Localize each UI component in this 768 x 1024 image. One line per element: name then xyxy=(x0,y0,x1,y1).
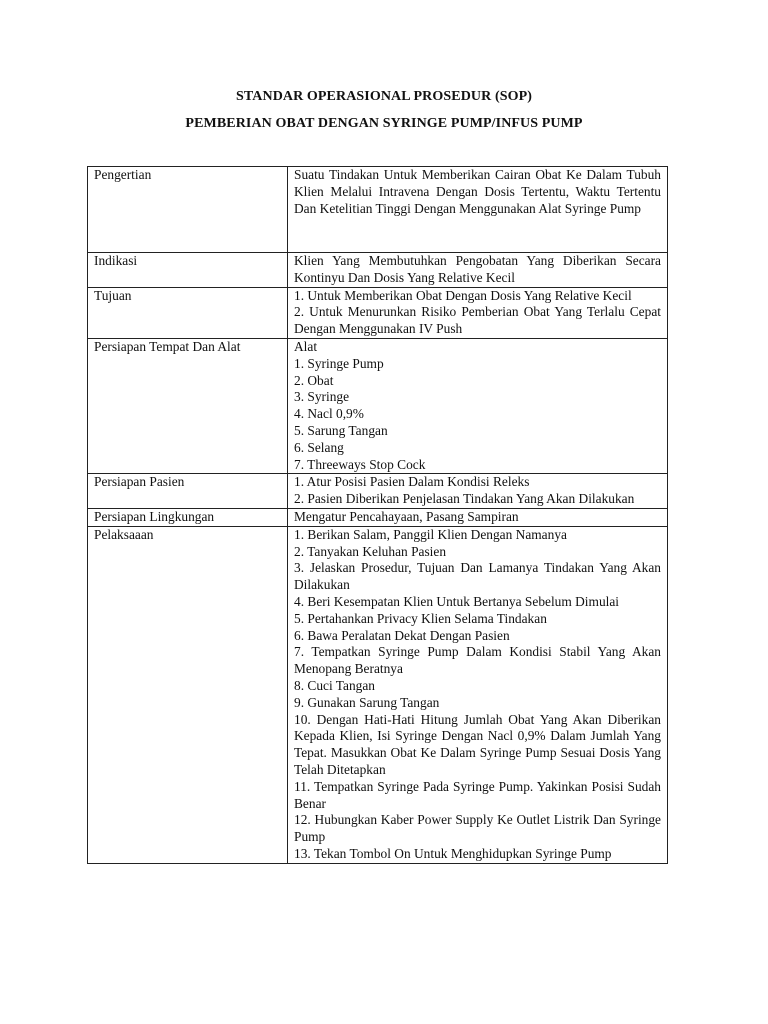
row-content-pengertian xyxy=(288,167,668,253)
list-item: 3. Jelaskan Prosedur, Tujuan Dan Lamanya Tindakan Yang Akan Dilakukan xyxy=(294,560,661,593)
row-content-tujuan xyxy=(288,287,668,338)
document-subtitle: PEMBERIAN OBAT DENGAN SYRINGE PUMP/INFUS PUMP xyxy=(185,116,583,131)
list-item: 9. Gunakan Sarung Tangan xyxy=(294,694,440,710)
list-item: 5. Sarung Tangan xyxy=(294,422,388,438)
table-row-pengertian xyxy=(88,167,668,253)
list-item: 4. Nacl 0,9% xyxy=(294,406,364,422)
list-item: 10. Dengan Hati-Hati Hitung Jumlah Obat Yang Akan Diberikan Kepada Klien, Isi Syringe Dengan Nacl 0,9% Dalam Jumlah Yang Tepat. Masukkan Obat Ke Dalam Syringe Pump Sesuai Dosis Yang Telah Ditetapkan xyxy=(294,711,661,777)
list-item: 12. Hubungkan Kaber Power Supply Ke Outlet Listrik Dan Syringe Pump xyxy=(294,812,661,845)
table-row-persiapan-tempat xyxy=(88,338,668,473)
list-item: 4. Beri Kesempatan Klien Untuk Bertanya Sebelum Dimulai xyxy=(294,593,620,609)
persiapan-lingkungan-text: Mengatur Pencahayaan, Pasang Sampiran xyxy=(294,508,519,524)
table-row-tujuan xyxy=(88,287,668,338)
list-item: 5. Pertahankan Privacy Klien Selama Tindakan xyxy=(294,610,547,626)
row-label-persiapan-lingkungan: Persiapan Lingkungan xyxy=(88,508,288,526)
list-item: 1. Berikan Salam, Panggil Klien Dengan Namanya xyxy=(294,526,567,542)
indikasi-text: Klien Yang Membutuhkan Pengobatan Yang Diberikan Secara Kontinyu Dan Dosis Yang Relative Kecil xyxy=(294,253,661,285)
row-label-pengertian: Pengertian xyxy=(88,167,288,253)
list-item: 7. Threeways Stop Cock xyxy=(294,456,426,472)
row-label-persiapan-pasien: Persiapan Pasien xyxy=(88,474,288,509)
row-content-indikasi xyxy=(288,253,668,288)
list-item: 2. Tanyakan Keluhan Pasien xyxy=(294,543,447,559)
table-row-persiapan-pasien xyxy=(88,474,668,509)
table-row-persiapan-lingkungan xyxy=(88,508,668,526)
row-label-tujuan: Tujuan xyxy=(88,287,288,338)
document-title: STANDAR OPERASIONAL PROSEDUR (SOP) xyxy=(235,89,532,104)
list-item: 6. Bawa Peralatan Dekat Dengan Pasien xyxy=(294,627,510,643)
row-content-persiapan-tempat xyxy=(288,338,668,473)
list-item: 8. Cuci Tangan xyxy=(294,677,376,693)
row-label-indikasi: Indikasi xyxy=(88,253,288,288)
list-item: 7. Tempatkan Syringe Pump Dalam Kondisi Stabil Yang Akan Menopang Beratnya xyxy=(294,644,661,677)
sop-table xyxy=(87,166,668,864)
list-item: 1. Untuk Memberikan Obat Dengan Dosis Yang Relative Kecil xyxy=(294,287,632,303)
list-item: 1. Syringe Pump xyxy=(294,355,384,371)
row-content-persiapan-lingkungan xyxy=(288,508,668,526)
pengertian-text: Suatu Tindakan Untuk Memberikan Cairan Obat Ke Dalam Tubuh Klien Melalui Intravena Dengan Dosis Tertentu, Waktu Tertentu Dan Ketelitian Tinggi Dengan Menggunakan Alat Syringe Pump xyxy=(294,167,661,216)
table-row-pelaksanaan xyxy=(88,526,668,863)
list-item: 13. Tekan Tombol On Untuk Menghidupkan Syringe Pump xyxy=(294,845,612,861)
list-item: 2. Obat xyxy=(294,372,334,388)
row-content-pelaksanaan xyxy=(288,526,668,863)
list-heading-alat: Alat xyxy=(294,338,318,354)
table-row-indikasi xyxy=(88,253,668,288)
list-item: 3. Syringe xyxy=(294,389,350,405)
list-item: 11. Tempatkan Syringe Pada Syringe Pump. Yakinkan Posisi Sudah Benar xyxy=(294,778,661,811)
list-item: 2. Pasien Diberikan Penjelasan Tindakan Yang Akan Dilakukan xyxy=(294,491,635,507)
list-item: 1. Atur Posisi Pasien Dalam Kondisi Releks xyxy=(294,474,530,490)
list-item: 6. Selang xyxy=(294,439,344,455)
row-label-persiapan-tempat: Persiapan Tempat Dan Alat xyxy=(88,338,288,473)
row-content-persiapan-pasien xyxy=(288,474,668,509)
row-label-pelaksanaan: Pelaksaaan xyxy=(88,526,288,863)
list-item: 2. Untuk Menurunkan Risiko Pemberian Obat Yang Terlalu Cepat Dengan Menggunakan IV Push xyxy=(294,304,661,337)
